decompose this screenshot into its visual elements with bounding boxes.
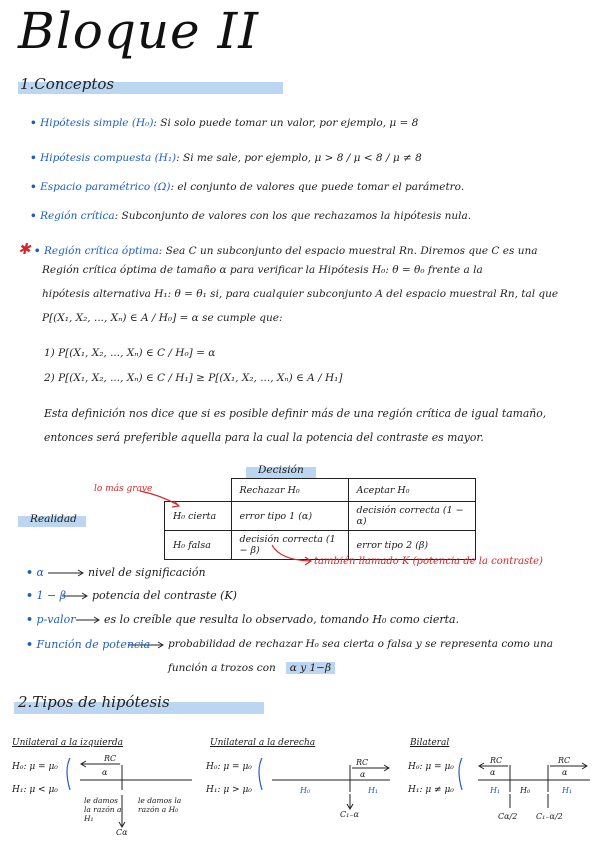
concept-def: : el conjunto de valores que puede tomar el parámetro. — [170, 181, 465, 193]
tipo-bil-alpha2: α — [562, 768, 568, 777]
tipo-bil-c1: Cα/2 — [498, 812, 518, 821]
tipo-bil-zone-h0: H₀ — [520, 786, 531, 795]
bullet-pvalor: • p-valor — [26, 613, 76, 626]
col-header: Rechazar H₀ — [231, 479, 348, 502]
row-header: H₀ cierta — [165, 502, 232, 531]
tambien-note: también llamado K (potencia de la contraste) — [314, 556, 543, 567]
optima-line-4: P[(X₁, X₂, ..., Xₙ) ∈ A / H₀] = α se cumple que: — [42, 312, 283, 324]
page-title: Bloque II — [18, 2, 260, 60]
concept-def: : Si me sale, por ejemplo, μ > 8 / μ < 8 / μ ≠ 8 — [176, 152, 422, 164]
concept-def: : Si solo puede tomar un valor, por ejemplo, μ = 8 — [153, 117, 419, 129]
tipo-izq-title: Unilateral a la izquierda — [12, 738, 123, 748]
condition-2: 2) P[(X₁, X₂, ..., Xₙ) ∈ C / H₁] ≥ P[(X₁, X₂, ..., Xₙ) ∈ A / H₁] — [44, 372, 343, 384]
tipo-izq-note1: le damos la razón a H₁ — [84, 796, 122, 823]
decision-label: Decisión — [258, 464, 304, 476]
tipo-izq-h0: H₀: μ = μ₀ — [12, 762, 58, 772]
tipo-der-rc: RC — [356, 758, 369, 767]
concept-term: Hipótesis compuesta (H₁) — [40, 152, 177, 164]
tipo-bil-c2: C₁₋α/2 — [536, 812, 563, 821]
tipo-der-h1: H₁: μ > μ₀ — [206, 785, 252, 795]
concept-def: : Sea C un subconjunto del espacio muestral Rn. Diremos que C es una — [158, 245, 538, 257]
tipo-der-alpha: α — [360, 770, 366, 779]
concept-term: Espacio paramétrico (Ω) — [40, 181, 171, 193]
tipo-bil-zone-h1a: H₁ — [490, 786, 501, 795]
concept-term: Región crítica — [40, 210, 115, 222]
concept-simple: • Hipótesis simple (H₀): Si solo puede tomar un valor, por ejemplo, μ = 8 — [30, 117, 419, 129]
concept-optima: ✱ • Región crítica óptima: Sea C un subconjunto del espacio muestral Rn. Diremos que C es una — [18, 240, 538, 258]
bullet-funcion-def: probabilidad de rechazar H₀ sea cierta o falsa y se representa como una — [168, 638, 553, 650]
section-title-conceptos: 1.Conceptos — [20, 75, 115, 93]
tipo-der-c: C₁₋α — [340, 810, 359, 819]
bullet-potencia-def: potencia del contraste (K) — [92, 589, 237, 602]
tipo-bil-alpha1: α — [490, 768, 496, 777]
concept-espacio: • Espacio paramétrico (Ω): el conjunto de valores que puede tomar el parámetro. — [30, 181, 465, 193]
table-cell: decisión correcta (1 − α) — [348, 502, 475, 531]
optima-line-2: Región crítica óptima de tamaño α para verificar la Hipótesis H₀: θ = θ₀ frente a la — [42, 264, 483, 276]
optima-line-3: hipótesis alternativa H₁: θ = θ₁ si, para cualquier subconjunto A del espacio muestral Rn, tal que — [42, 288, 559, 300]
col-header: Aceptar H₀ — [348, 479, 475, 502]
tipo-der-title: Unilateral a la derecha — [210, 738, 316, 748]
bullet-alpha: • α — [26, 566, 44, 579]
tipo-izq-rc: RC — [104, 754, 117, 763]
bullet-pvalor-def: es lo creíble que resulta lo observado, tomando H₀ como cierta. — [104, 613, 460, 626]
bullet-alpha-def: nivel de significación — [88, 566, 206, 579]
tipo-bil-h0: H₀: μ = μ₀ — [408, 762, 454, 772]
table-cell: decisión correcta (1 − β) — [231, 531, 348, 560]
concept-term: Hipótesis simple (H₀) — [40, 117, 154, 129]
bullet-funcion: • Función de potencia — [26, 638, 151, 651]
note-line-2: entonces será preferible aquella para la cual la potencia del contraste es mayor. — [44, 431, 484, 444]
table-cell: error tipo 1 (α) — [231, 502, 348, 531]
bullet-funcion-cont: función a trozos con α y 1−β — [168, 662, 335, 674]
tipo-bil-rc2: RC — [558, 756, 571, 765]
row-header: H₀ falsa — [165, 531, 232, 560]
tipo-bil-rc1: RC — [490, 756, 503, 765]
tipo-der-zone-h1: H₁ — [368, 786, 379, 795]
condition-1: 1) P[(X₁, X₂, ..., Xₙ) ∈ C / H₀] = α — [44, 347, 216, 359]
concept-term: Región crítica óptima — [43, 245, 159, 257]
concept-compuesta: • Hipótesis compuesta (H₁): Si me sale, por ejemplo, μ > 8 / μ < 8 / μ ≠ 8 — [30, 152, 422, 164]
bullet-potencia: • 1 − β — [26, 589, 67, 602]
tipo-bil-title: Bilateral — [410, 738, 450, 748]
tipo-izq-h1: H₁: μ < μ₀ — [12, 785, 58, 795]
tipo-der-h0: H₀: μ = μ₀ — [206, 762, 252, 772]
concept-region: • Región crítica: Subconjunto de valores con los que rechazamos la hipótesis nula. — [30, 210, 472, 222]
tipo-izq-alpha: α — [102, 768, 108, 777]
mas-grave-label: lo más grave — [94, 484, 153, 494]
tipo-izq-c: Cα — [116, 828, 128, 837]
tipo-der-zone-h0: H₀ — [300, 786, 311, 795]
section-title-tipos: 2.Tipos de hipótesis — [18, 693, 170, 711]
note-line-1: Esta definición nos dice que si es posible definir más de una región crítica de igual tamaño, — [44, 407, 547, 420]
decision-table — [164, 478, 476, 560]
asterisk-icon: ✱ — [18, 240, 31, 258]
tipo-izq-note2: le damos la razón a H₀ — [138, 796, 182, 814]
realidad-label: Realidad — [30, 513, 77, 525]
concept-def: : Subconjunto de valores con los que rechazamos la hipótesis nula. — [114, 210, 472, 222]
table-cell: error tipo 2 (β) — [348, 531, 475, 560]
tipo-bil-h1: H₁: μ ≠ μ₀ — [408, 785, 454, 795]
tipo-bil-zone-h1b: H₁ — [562, 786, 573, 795]
